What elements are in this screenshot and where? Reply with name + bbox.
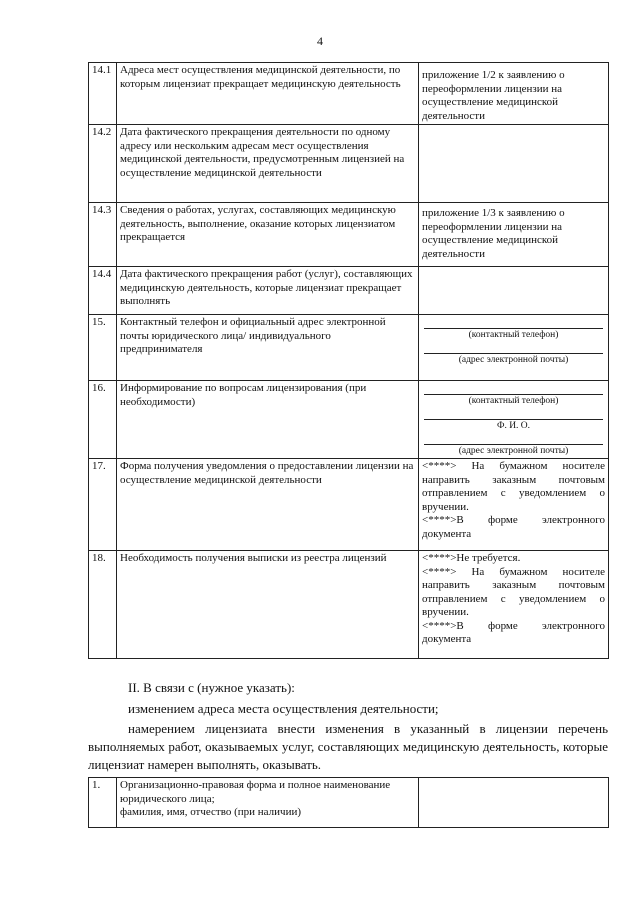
organization-table (88, 777, 609, 828)
table-row (89, 267, 609, 315)
option-paper: <****> На бумажном носителе направить заказным почтовым отправлением с уведомлением о вручении. (422, 565, 605, 618)
row-description: Дата фактического прекращения работ (услуг), составляющих медицинскую деятельность, которые лицензиат прекращает выполнять (117, 267, 419, 315)
row-description: Дата фактического прекращения деятельности по одному адресу или нескольким адресам мест осуществления медицинской деятельности, предусмотренным лицензией на осуществление медицинской деятельности (117, 125, 419, 203)
option-paper: <****> На бумажном носителе направить заказным почтовым отправлением с уведомлением о вручении. (422, 460, 605, 513)
section-item-services-change: намерением лицензиата внести изменения в указанный в лицензии перечень выполняемых работ, оказываемых услуг, составляющих медицинскую деятельность, которые лицензиат намерен выполнять, оказывать. (88, 721, 608, 772)
row-value (419, 459, 609, 551)
table-row (89, 778, 609, 828)
section-item-address-change: изменением адреса места осуществления деятельности; (128, 701, 439, 716)
section-title: II. В связи с (нужное указать): (128, 680, 295, 695)
row-description: Адреса мест осуществления медицинской деятельности, по которым лицензиат прекращает медицинскую деятельность (117, 63, 419, 125)
phone-caption: (контактный телефон) (468, 330, 559, 340)
row-description: Контактный телефон и официальный адрес электронной почты юридического лица/ индивидуального предпринимателя (117, 315, 419, 381)
row-value (419, 381, 609, 459)
row-value (419, 551, 609, 659)
table-row (89, 125, 609, 203)
table-row (89, 381, 609, 459)
row-value (419, 315, 609, 381)
table-row (89, 459, 609, 551)
email-caption: (адрес электронной почты) (458, 355, 569, 365)
option-not-required: <****>Не требуется. (422, 552, 521, 564)
email-caption: (адрес электронной почты) (458, 446, 569, 456)
row-number: 14.4 (89, 267, 117, 315)
email-line (424, 341, 603, 354)
row-number: 18. (89, 551, 117, 659)
row-value (419, 267, 609, 315)
phone-line (424, 382, 603, 395)
row-number: 15. (89, 315, 117, 381)
license-details-table (88, 62, 609, 659)
table-row (89, 551, 609, 659)
row-number: 14.1 (89, 63, 117, 125)
phone-line (424, 316, 603, 329)
name-line (424, 407, 603, 420)
row-description: Сведения о работах, услугах, составляющих медицинскую деятельность, выполнение, оказание которых лицензиатом прекращается (117, 203, 419, 267)
option-electronic: <****>В форме электронного документа (422, 619, 605, 645)
row-number: 14.3 (89, 203, 117, 267)
full-name-label: фамилия, имя, отчество (при наличии) (120, 806, 302, 818)
table-row (89, 203, 609, 267)
org-form-label: Организационно-правовая форма и полное наименование юридического лица; (120, 779, 391, 805)
table-row (89, 63, 609, 125)
row-description: Необходимость получения выписки из реестра лицензий (117, 551, 419, 659)
row-number: 1. (89, 778, 117, 828)
option-electronic: <****>В форме электронного документа (422, 514, 605, 540)
name-caption: Ф. И. О. (496, 421, 531, 431)
row-description (117, 778, 419, 828)
page-number: 4 (317, 34, 323, 48)
row-value (419, 125, 609, 203)
row-value (419, 778, 609, 828)
phone-caption: (контактный телефон) (468, 396, 559, 406)
row-value: приложение 1/3 к заявлению о переоформлении лицензии на осуществление медицинской деятельности (419, 203, 609, 267)
row-number: 14.2 (89, 125, 117, 203)
email-line (424, 432, 603, 445)
table-row (89, 315, 609, 381)
row-description: Информирование по вопросам лицензирования (при необходимости) (117, 381, 419, 459)
row-number: 16. (89, 381, 117, 459)
row-number: 17. (89, 459, 117, 551)
row-description: Форма получения уведомления о предоставлении лицензии на осуществление медицинской деятельности (117, 459, 419, 551)
row-value: приложение 1/2 к заявлению о переоформлении лицензии на осуществление медицинской деятельности (419, 63, 609, 125)
